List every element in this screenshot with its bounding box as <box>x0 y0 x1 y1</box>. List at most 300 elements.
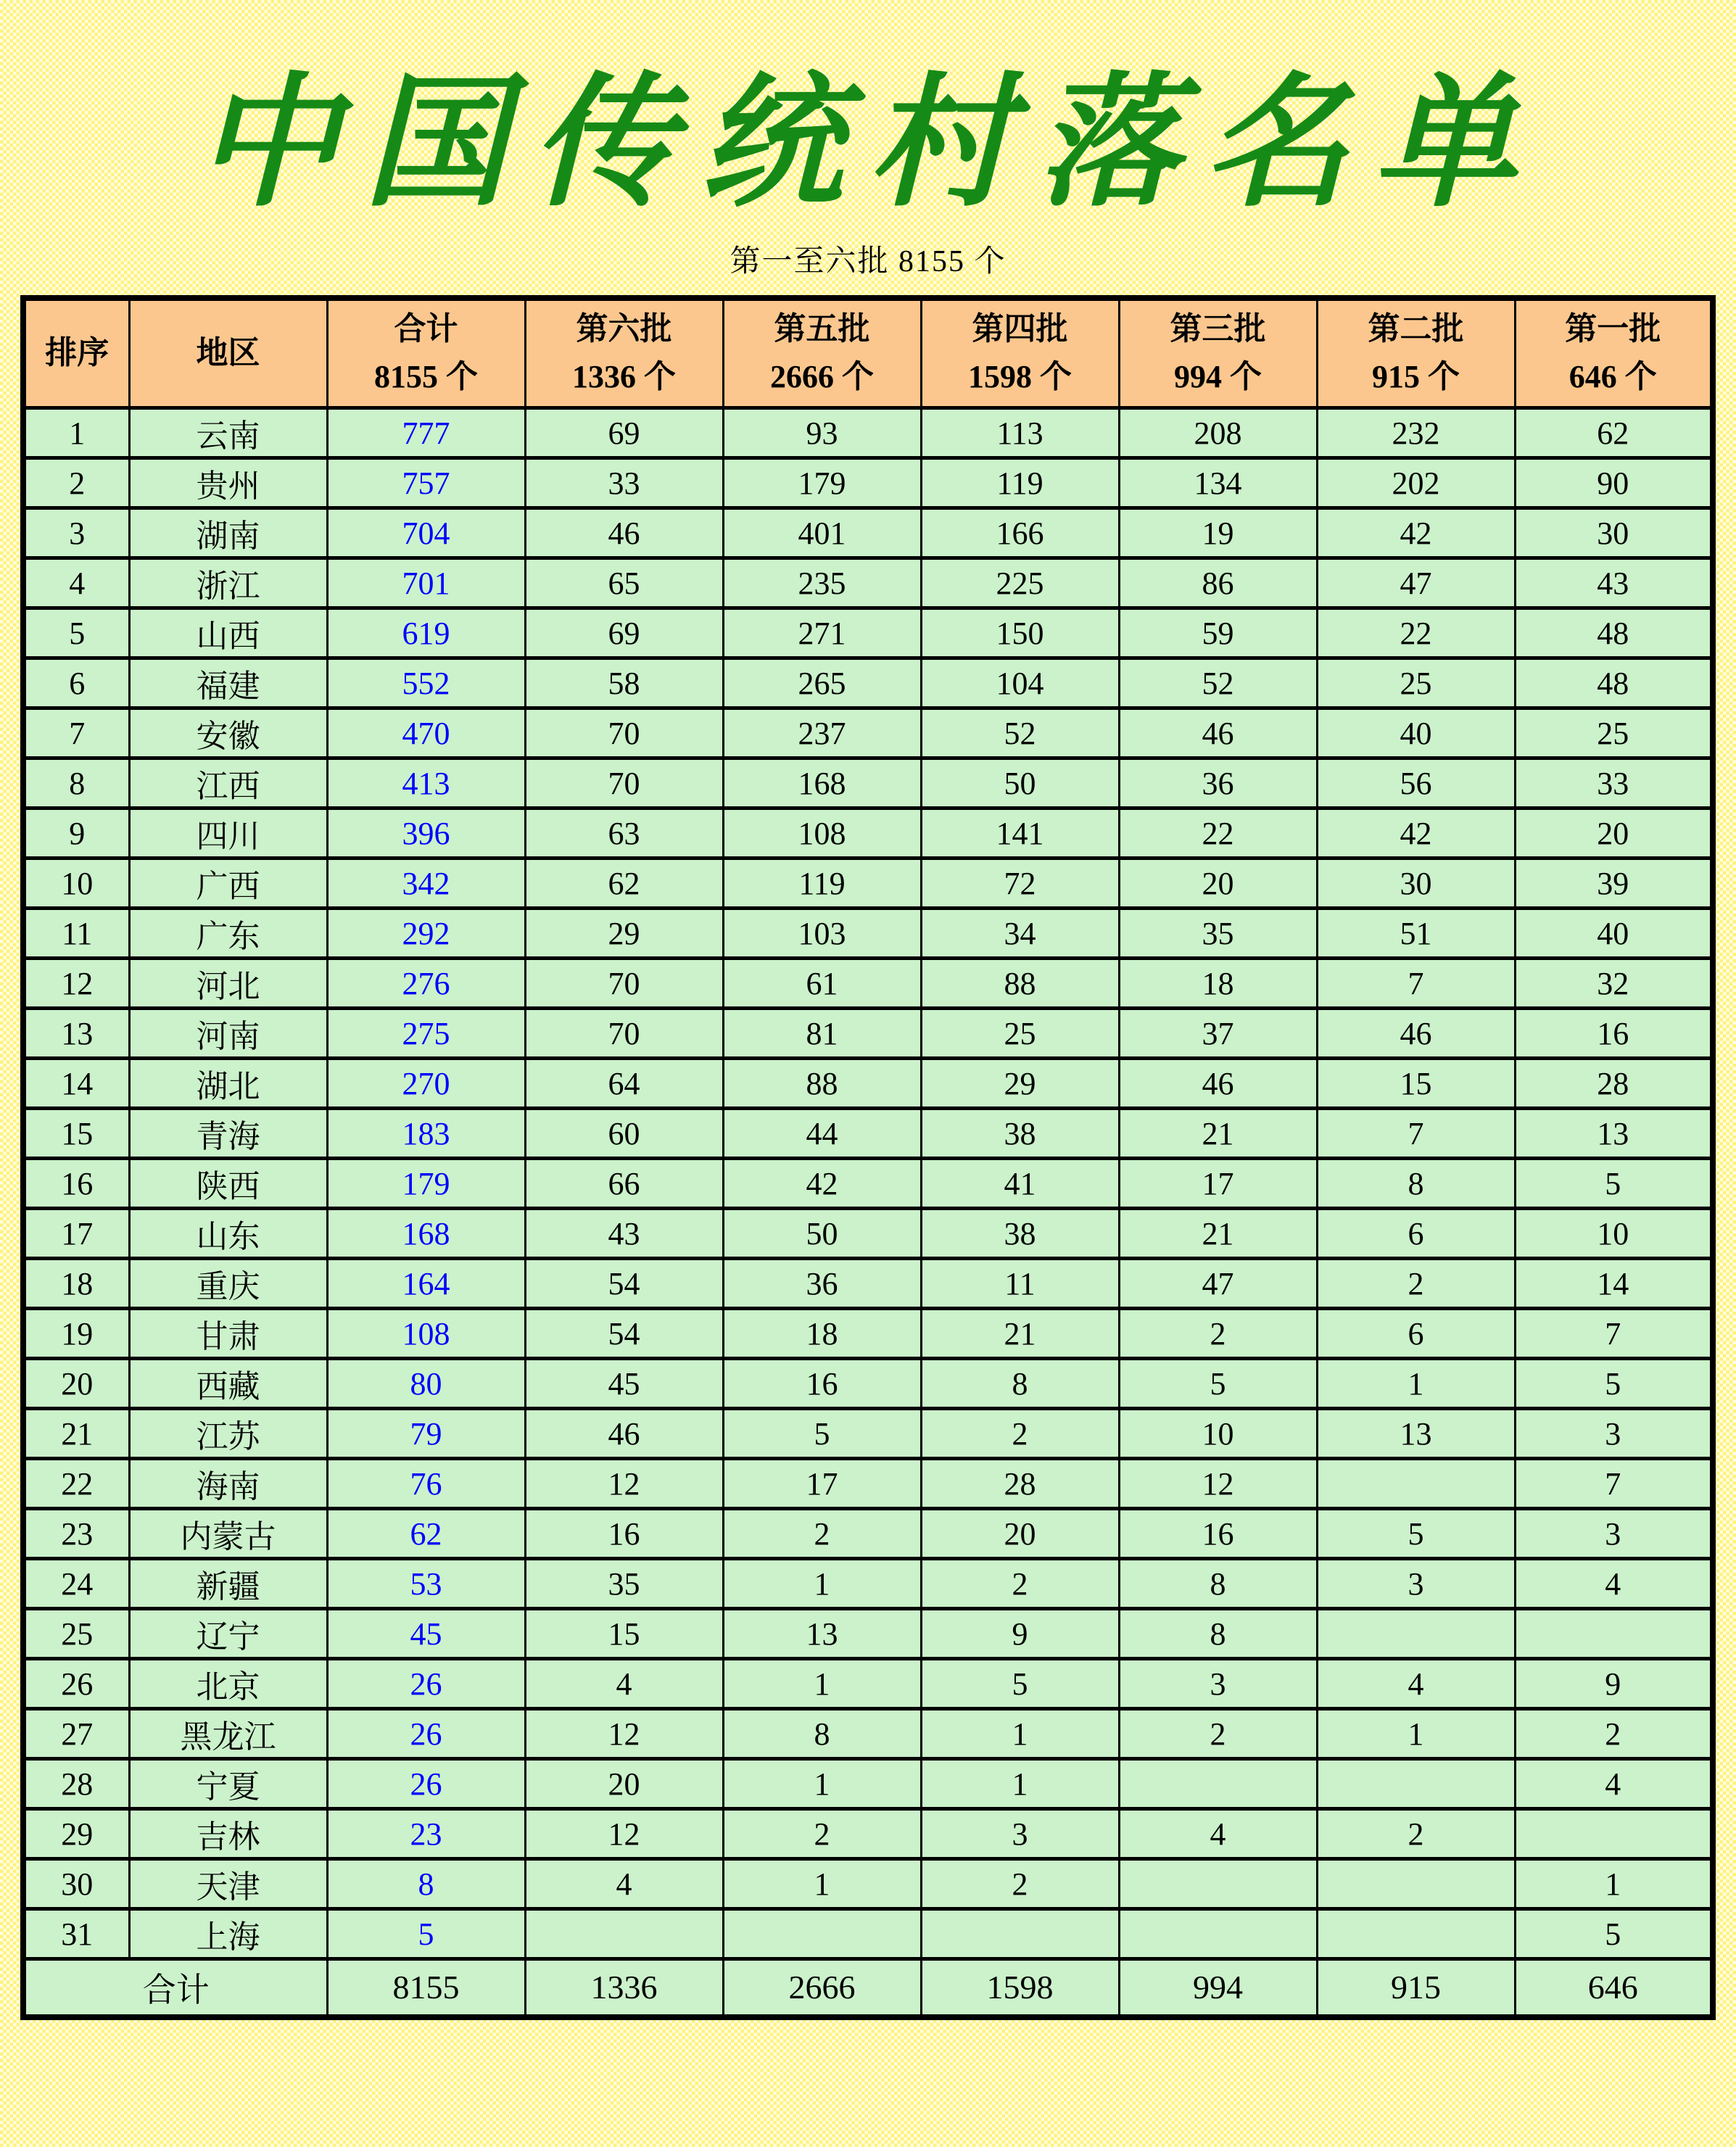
cell-total: 53 <box>327 1559 525 1609</box>
cell-total: 275 <box>327 1009 525 1059</box>
cell-batch4: 52 <box>921 708 1119 758</box>
cell-batch3: 16 <box>1119 1509 1317 1559</box>
column-header-total: 合计 8155 个 <box>327 298 525 408</box>
cell-batch1: 25 <box>1515 708 1713 758</box>
cell-batch6: 35 <box>525 1559 723 1609</box>
cell-batch1: 62 <box>1515 408 1713 458</box>
cell-region: 北京 <box>129 1659 327 1709</box>
cell-rank: 4 <box>23 558 129 608</box>
cell-batch5 <box>723 1909 921 1959</box>
cell-batch2 <box>1317 1459 1515 1509</box>
table-row <box>23 959 1713 1009</box>
table-row <box>23 1559 1713 1609</box>
column-header-batch3: 第三批 994 个 <box>1119 298 1317 408</box>
table-body <box>23 408 1713 1959</box>
cell-batch3: 8 <box>1119 1609 1317 1659</box>
cell-batch1: 20 <box>1515 808 1713 859</box>
cell-rank: 19 <box>23 1309 129 1359</box>
cell-batch2: 47 <box>1317 558 1515 608</box>
cell-batch2: 15 <box>1317 1059 1515 1109</box>
cell-total: 164 <box>327 1259 525 1309</box>
table-row <box>23 458 1713 508</box>
cell-batch1: 5 <box>1515 1909 1713 1959</box>
cell-batch5: 81 <box>723 1009 921 1059</box>
cell-region: 黑龙江 <box>129 1709 327 1759</box>
cell-batch5: 16 <box>723 1359 921 1409</box>
cell-batch3: 2 <box>1119 1309 1317 1359</box>
cell-batch2: 42 <box>1317 508 1515 558</box>
cell-batch2: 6 <box>1317 1309 1515 1359</box>
cell-batch4: 8 <box>921 1359 1119 1409</box>
cell-total: 62 <box>327 1509 525 1559</box>
cell-rank: 14 <box>23 1059 129 1109</box>
cell-batch1: 2 <box>1515 1709 1713 1759</box>
cell-batch4: 2 <box>921 1859 1119 1909</box>
cell-batch1: 10 <box>1515 1209 1713 1259</box>
table-row <box>23 1859 1713 1909</box>
cell-total: 704 <box>327 508 525 558</box>
cell-batch4: 88 <box>921 959 1119 1009</box>
cell-batch5: 2 <box>723 1809 921 1859</box>
cell-batch5: 235 <box>723 558 921 608</box>
cell-batch3: 36 <box>1119 758 1317 808</box>
cell-rank: 6 <box>23 658 129 708</box>
cell-region: 天津 <box>129 1859 327 1909</box>
cell-batch3: 19 <box>1119 508 1317 558</box>
cell-batch2: 2 <box>1317 1809 1515 1859</box>
cell-batch2: 40 <box>1317 708 1515 758</box>
cell-batch1: 90 <box>1515 458 1713 508</box>
cell-batch1: 32 <box>1515 959 1713 1009</box>
cell-rank: 27 <box>23 1709 129 1759</box>
cell-region: 贵州 <box>129 458 327 508</box>
cell-batch2: 42 <box>1317 808 1515 859</box>
cell-batch2 <box>1317 1759 1515 1809</box>
cell-rank: 22 <box>23 1459 129 1509</box>
footer-label: 合计 <box>23 1959 327 2017</box>
cell-batch4: 2 <box>921 1409 1119 1459</box>
header-row <box>23 298 1713 408</box>
cell-batch1: 48 <box>1515 658 1713 708</box>
table-header <box>23 298 1713 408</box>
cell-region: 吉林 <box>129 1809 327 1859</box>
cell-batch1: 30 <box>1515 508 1713 558</box>
cell-rank: 29 <box>23 1809 129 1859</box>
cell-batch4: 50 <box>921 758 1119 808</box>
cell-batch2: 1 <box>1317 1709 1515 1759</box>
cell-batch6: 70 <box>525 758 723 808</box>
cell-rank: 17 <box>23 1209 129 1259</box>
cell-batch2 <box>1317 1859 1515 1909</box>
cell-batch5: 401 <box>723 508 921 558</box>
cell-batch2: 7 <box>1317 1109 1515 1159</box>
cell-batch4: 11 <box>921 1259 1119 1309</box>
cell-rank: 9 <box>23 808 129 859</box>
column-header-batch1: 第一批 646 个 <box>1515 298 1713 408</box>
cell-batch3: 10 <box>1119 1409 1317 1459</box>
table-row <box>23 1909 1713 1959</box>
cell-total: 26 <box>327 1659 525 1709</box>
cell-batch4: 141 <box>921 808 1119 859</box>
cell-rank: 31 <box>23 1909 129 1959</box>
cell-batch3: 4 <box>1119 1809 1317 1859</box>
cell-batch3 <box>1119 1859 1317 1909</box>
footer-batch6: 1336 <box>525 1959 723 2017</box>
cell-batch4: 38 <box>921 1109 1119 1159</box>
cell-batch5: 119 <box>723 859 921 909</box>
cell-total: 8 <box>327 1859 525 1909</box>
cell-rank: 25 <box>23 1609 129 1659</box>
cell-batch4: 34 <box>921 909 1119 959</box>
table-row <box>23 408 1713 458</box>
cell-rank: 5 <box>23 608 129 658</box>
cell-batch4: 2 <box>921 1559 1119 1609</box>
cell-batch3: 208 <box>1119 408 1317 458</box>
cell-batch5: 61 <box>723 959 921 1009</box>
cell-total: 80 <box>327 1359 525 1409</box>
cell-batch5: 1 <box>723 1859 921 1909</box>
cell-batch1: 7 <box>1515 1459 1713 1509</box>
cell-region: 江苏 <box>129 1409 327 1459</box>
cell-region: 青海 <box>129 1109 327 1159</box>
cell-rank: 23 <box>23 1509 129 1559</box>
cell-batch4: 41 <box>921 1159 1119 1209</box>
cell-rank: 16 <box>23 1159 129 1209</box>
table-row <box>23 508 1713 558</box>
cell-batch1: 33 <box>1515 758 1713 808</box>
cell-total: 108 <box>327 1309 525 1359</box>
cell-batch4: 1 <box>921 1759 1119 1809</box>
table-row <box>23 658 1713 708</box>
cell-batch1 <box>1515 1809 1713 1859</box>
cell-region: 福建 <box>129 658 327 708</box>
cell-batch3: 134 <box>1119 458 1317 508</box>
cell-total: 777 <box>327 408 525 458</box>
table-row <box>23 1509 1713 1559</box>
column-header-batch5: 第五批 2666 个 <box>723 298 921 408</box>
cell-total: 26 <box>327 1709 525 1759</box>
cell-batch5: 18 <box>723 1309 921 1359</box>
cell-batch2: 6 <box>1317 1209 1515 1259</box>
cell-batch1: 5 <box>1515 1159 1713 1209</box>
cell-batch1: 4 <box>1515 1759 1713 1809</box>
cell-region: 湖北 <box>129 1059 327 1109</box>
cell-batch3: 37 <box>1119 1009 1317 1059</box>
cell-total: 76 <box>327 1459 525 1509</box>
cell-batch5: 179 <box>723 458 921 508</box>
cell-batch6: 46 <box>525 1409 723 1459</box>
cell-batch2 <box>1317 1909 1515 1959</box>
cell-batch4: 3 <box>921 1809 1119 1859</box>
cell-batch6: 12 <box>525 1809 723 1859</box>
cell-batch1: 9 <box>1515 1659 1713 1709</box>
cell-batch1: 7 <box>1515 1309 1713 1359</box>
cell-rank: 21 <box>23 1409 129 1459</box>
footer-batch4: 1598 <box>921 1959 1119 2017</box>
cell-region: 陕西 <box>129 1159 327 1209</box>
table-row <box>23 1659 1713 1709</box>
cell-batch6 <box>525 1909 723 1959</box>
cell-region: 山东 <box>129 1209 327 1259</box>
cell-batch5: 2 <box>723 1509 921 1559</box>
cell-batch5: 36 <box>723 1259 921 1309</box>
cell-batch5: 271 <box>723 608 921 658</box>
cell-total: 26 <box>327 1759 525 1809</box>
cell-batch3: 59 <box>1119 608 1317 658</box>
cell-batch3: 21 <box>1119 1109 1317 1159</box>
cell-total: 276 <box>327 959 525 1009</box>
cell-total: 5 <box>327 1909 525 1959</box>
cell-batch6: 4 <box>525 1659 723 1709</box>
cell-batch3: 3 <box>1119 1659 1317 1709</box>
cell-batch5: 1 <box>723 1759 921 1809</box>
table-row <box>23 558 1713 608</box>
column-header-region: 地区 <box>129 298 327 408</box>
cell-batch5: 42 <box>723 1159 921 1209</box>
cell-region: 河北 <box>129 959 327 1009</box>
cell-batch1: 43 <box>1515 558 1713 608</box>
cell-batch3 <box>1119 1909 1317 1959</box>
table-row <box>23 1809 1713 1859</box>
cell-batch6: 58 <box>525 658 723 708</box>
cell-region: 西藏 <box>129 1359 327 1409</box>
cell-batch6: 65 <box>525 558 723 608</box>
cell-batch5: 265 <box>723 658 921 708</box>
cell-rank: 26 <box>23 1659 129 1709</box>
table-row <box>23 1259 1713 1309</box>
column-header-batch2: 第二批 915 个 <box>1317 298 1515 408</box>
cell-batch3: 86 <box>1119 558 1317 608</box>
cell-region: 山西 <box>129 608 327 658</box>
table-row <box>23 1709 1713 1759</box>
cell-batch5: 1 <box>723 1659 921 1709</box>
cell-batch6: 70 <box>525 1009 723 1059</box>
cell-batch1: 5 <box>1515 1359 1713 1409</box>
cell-region: 重庆 <box>129 1259 327 1309</box>
cell-total: 552 <box>327 658 525 708</box>
cell-batch1: 48 <box>1515 608 1713 658</box>
cell-batch5: 88 <box>723 1059 921 1109</box>
cell-batch6: 60 <box>525 1109 723 1159</box>
cell-batch6: 20 <box>525 1759 723 1809</box>
cell-batch2: 51 <box>1317 909 1515 959</box>
cell-batch3: 12 <box>1119 1459 1317 1509</box>
cell-batch3: 22 <box>1119 808 1317 859</box>
footer-row <box>23 1959 1713 2017</box>
table-row <box>23 708 1713 758</box>
cell-batch6: 70 <box>525 708 723 758</box>
table-footer <box>23 1959 1713 2017</box>
cell-batch1: 16 <box>1515 1009 1713 1059</box>
cell-batch2: 46 <box>1317 1009 1515 1059</box>
column-header-batch6: 第六批 1336 个 <box>525 298 723 408</box>
cell-batch2: 202 <box>1317 458 1515 508</box>
cell-total: 292 <box>327 909 525 959</box>
cell-rank: 12 <box>23 959 129 1009</box>
page-subtitle: 第一至六批 8155 个 <box>729 244 1007 278</box>
cell-total: 79 <box>327 1409 525 1459</box>
cell-batch6: 43 <box>525 1209 723 1259</box>
cell-batch4: 29 <box>921 1059 1119 1109</box>
cell-batch1: 3 <box>1515 1509 1713 1559</box>
cell-total: 396 <box>327 808 525 859</box>
cell-region: 云南 <box>129 408 327 458</box>
table-row <box>23 1409 1713 1459</box>
cell-batch1: 40 <box>1515 909 1713 959</box>
cell-total: 45 <box>327 1609 525 1659</box>
cell-batch4: 20 <box>921 1509 1119 1559</box>
page-title: 中国传统村落名单 <box>195 65 1541 223</box>
cell-batch1 <box>1515 1609 1713 1659</box>
cell-batch3: 46 <box>1119 1059 1317 1109</box>
cell-batch5: 168 <box>723 758 921 808</box>
table-row <box>23 1059 1713 1109</box>
cell-batch4 <box>921 1909 1119 1959</box>
cell-batch5: 8 <box>723 1709 921 1759</box>
table-row <box>23 859 1713 909</box>
table-row <box>23 1109 1713 1159</box>
cell-batch2: 30 <box>1317 859 1515 909</box>
cell-region: 浙江 <box>129 558 327 608</box>
cell-batch4: 9 <box>921 1609 1119 1659</box>
footer-total: 8155 <box>327 1959 525 2017</box>
cell-region: 四川 <box>129 808 327 859</box>
cell-batch5: 93 <box>723 408 921 458</box>
cell-rank: 3 <box>23 508 129 558</box>
cell-batch6: 70 <box>525 959 723 1009</box>
cell-batch3: 35 <box>1119 909 1317 959</box>
cell-batch5: 13 <box>723 1609 921 1659</box>
cell-batch2: 232 <box>1317 408 1515 458</box>
table-row <box>23 1159 1713 1209</box>
table-row <box>23 1009 1713 1059</box>
cell-rank: 20 <box>23 1359 129 1409</box>
footer-batch1: 646 <box>1515 1959 1713 2017</box>
cell-batch2: 25 <box>1317 658 1515 708</box>
cell-batch1: 39 <box>1515 859 1713 909</box>
cell-batch2: 22 <box>1317 608 1515 658</box>
cell-batch4: 225 <box>921 558 1119 608</box>
footer-batch5: 2666 <box>723 1959 921 2017</box>
cell-total: 342 <box>327 859 525 909</box>
traditional-villages-table <box>20 295 1716 2020</box>
cell-batch2: 1 <box>1317 1359 1515 1409</box>
cell-batch1: 3 <box>1515 1409 1713 1459</box>
cell-batch3: 5 <box>1119 1359 1317 1409</box>
cell-batch1: 14 <box>1515 1259 1713 1309</box>
cell-batch3: 21 <box>1119 1209 1317 1259</box>
cell-batch3: 52 <box>1119 658 1317 708</box>
cell-batch6: 33 <box>525 458 723 508</box>
table-row <box>23 608 1713 658</box>
cell-batch6: 66 <box>525 1159 723 1209</box>
cell-rank: 8 <box>23 758 129 808</box>
cell-batch6: 63 <box>525 808 723 859</box>
cell-rank: 28 <box>23 1759 129 1809</box>
cell-region: 广东 <box>129 909 327 959</box>
cell-batch5: 5 <box>723 1409 921 1459</box>
cell-region: 上海 <box>129 1909 327 1959</box>
cell-batch6: 54 <box>525 1309 723 1359</box>
cell-batch4: 5 <box>921 1659 1119 1709</box>
cell-region: 海南 <box>129 1459 327 1509</box>
cell-batch2: 7 <box>1317 959 1515 1009</box>
cell-batch3: 47 <box>1119 1259 1317 1309</box>
cell-batch6: 15 <box>525 1609 723 1659</box>
cell-batch2: 2 <box>1317 1259 1515 1309</box>
cell-batch6: 54 <box>525 1259 723 1309</box>
cell-batch5: 44 <box>723 1109 921 1159</box>
cell-total: 413 <box>327 758 525 808</box>
cell-batch6: 29 <box>525 909 723 959</box>
column-header-rank: 排序 <box>23 298 129 408</box>
cell-batch3: 18 <box>1119 959 1317 1009</box>
cell-batch4: 166 <box>921 508 1119 558</box>
table-row <box>23 758 1713 808</box>
footer-batch2: 915 <box>1317 1959 1515 2017</box>
cell-rank: 13 <box>23 1009 129 1059</box>
cell-batch2: 13 <box>1317 1409 1515 1459</box>
footer-batch3: 994 <box>1119 1959 1317 2017</box>
cell-rank: 18 <box>23 1259 129 1309</box>
cell-batch6: 12 <box>525 1459 723 1509</box>
cell-rank: 2 <box>23 458 129 508</box>
cell-batch4: 104 <box>921 658 1119 708</box>
cell-region: 内蒙古 <box>129 1509 327 1559</box>
cell-rank: 24 <box>23 1559 129 1609</box>
cell-batch3: 17 <box>1119 1159 1317 1209</box>
cell-total: 179 <box>327 1159 525 1209</box>
cell-batch5: 50 <box>723 1209 921 1259</box>
cell-region: 广西 <box>129 859 327 909</box>
cell-batch6: 4 <box>525 1859 723 1909</box>
table-row <box>23 1309 1713 1359</box>
cell-rank: 15 <box>23 1109 129 1159</box>
page-header <box>0 0 1736 281</box>
cell-batch3 <box>1119 1759 1317 1809</box>
cell-batch3: 2 <box>1119 1709 1317 1759</box>
cell-batch4: 38 <box>921 1209 1119 1259</box>
table-row <box>23 808 1713 859</box>
cell-batch2 <box>1317 1609 1515 1659</box>
cell-batch2: 3 <box>1317 1559 1515 1609</box>
cell-batch5: 237 <box>723 708 921 758</box>
cell-batch6: 69 <box>525 608 723 658</box>
cell-batch4: 25 <box>921 1009 1119 1059</box>
cell-batch5: 1 <box>723 1559 921 1609</box>
cell-rank: 11 <box>23 909 129 959</box>
cell-batch6: 62 <box>525 859 723 909</box>
cell-batch3: 20 <box>1119 859 1317 909</box>
cell-batch4: 72 <box>921 859 1119 909</box>
cell-total: 619 <box>327 608 525 658</box>
cell-region: 湖南 <box>129 508 327 558</box>
cell-batch4: 113 <box>921 408 1119 458</box>
cell-batch6: 64 <box>525 1059 723 1109</box>
cell-total: 701 <box>327 558 525 608</box>
cell-batch4: 1 <box>921 1709 1119 1759</box>
cell-batch4: 21 <box>921 1309 1119 1359</box>
table-row <box>23 1759 1713 1809</box>
cell-region: 甘肃 <box>129 1309 327 1359</box>
cell-rank: 30 <box>23 1859 129 1909</box>
cell-batch4: 150 <box>921 608 1119 658</box>
cell-region: 江西 <box>129 758 327 808</box>
cell-batch1: 4 <box>1515 1559 1713 1609</box>
cell-batch2: 5 <box>1317 1509 1515 1559</box>
cell-region: 宁夏 <box>129 1759 327 1809</box>
cell-batch2: 4 <box>1317 1659 1515 1709</box>
